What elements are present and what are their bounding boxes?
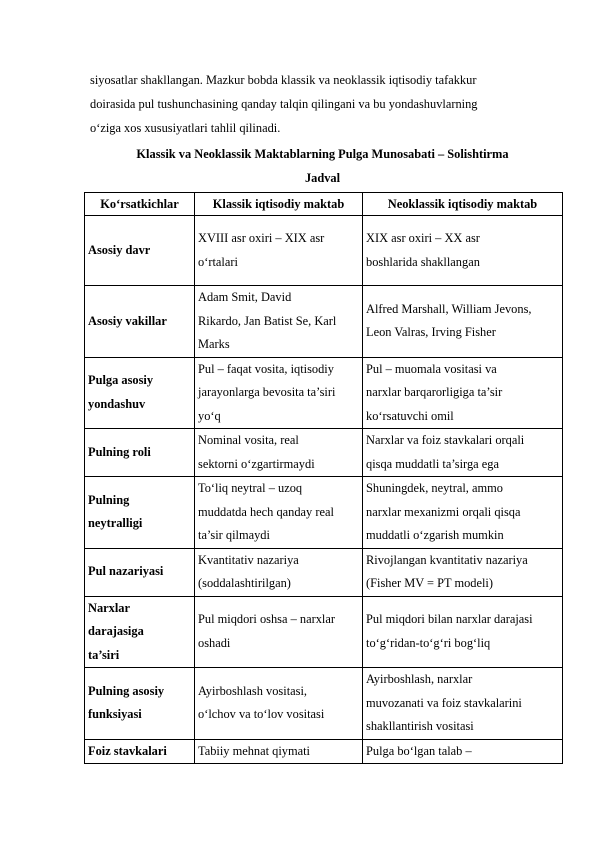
cell-text-line: sektorni o‘zgartirmaydi	[198, 456, 315, 471]
table-row	[85, 596, 563, 668]
classic-cell	[195, 668, 363, 740]
row-indicator-cell	[85, 596, 195, 668]
cell-text-line: o‘lchov va to‘lov vositasi	[198, 707, 325, 722]
cell-text-line: Pul miqdori bilan narxlar darajasi	[366, 612, 533, 627]
header-indicators: Ko‘rsatkichlar	[85, 193, 195, 216]
cell-text-line: funksiyasi	[88, 707, 142, 722]
neoclassic-cell	[363, 477, 563, 549]
cell-text-line: Pul miqdori oshsa – narxlar	[198, 612, 335, 627]
intro-line: siyosatlar shakllangan. Mazkur bobda klassik va neoklassik iqtisodiy tafakkur	[90, 73, 477, 87]
cell-text-line: narxlar mexanizmi orqali qisqa	[366, 504, 521, 519]
table-row	[85, 477, 563, 549]
cell-text-line: to‘g‘ridan-to‘g‘ri bog‘liq	[366, 635, 491, 650]
cell-text-line: ta’sir qilmaydi	[198, 528, 270, 542]
cell-text-line: Shuningdek, neytral, ammo	[366, 481, 503, 495]
cell-text-line: XVIII asr oxiri – XIX asr	[198, 231, 325, 245]
cell-text-line: Leon Valras, Irving Fisher	[366, 325, 496, 340]
row-indicator-cell	[85, 548, 195, 596]
table-title	[84, 142, 561, 190]
header-neoclassic: Neoklassik iqtisodiy maktab	[363, 193, 563, 216]
neoclassic-cell	[363, 216, 563, 286]
cell-text-line: narxlar barqarorligiga ta’sir	[366, 385, 503, 399]
classic-cell	[195, 216, 363, 286]
table-title-line: Jadval	[304, 171, 341, 185]
header-classic: Klassik iqtisodiy maktab	[195, 193, 363, 216]
cell-text-line: muvozanati va foiz stavkalarini	[366, 695, 522, 710]
cell-text-line: yondashuv	[88, 396, 146, 411]
cell-text-line: qisqa muddatli ta’sirga ega	[366, 456, 499, 471]
neoclassic-cell	[363, 668, 563, 740]
classic-cell	[195, 596, 363, 668]
intro-line: doirasida pul tushunchasining qanday talqin qilingani va bu yondashuvlarning	[90, 97, 478, 111]
row-indicator-cell	[85, 357, 195, 429]
cell-text-line: o‘rtalari	[198, 254, 238, 269]
table-row	[85, 548, 563, 596]
cell-text-line: Pulning roli	[88, 444, 151, 459]
row-indicator-cell	[85, 739, 195, 764]
neoclassic-cell	[363, 286, 563, 358]
cell-text-line: Marks	[198, 337, 230, 351]
classic-cell	[195, 477, 363, 549]
intro-paragraph	[90, 68, 542, 140]
cell-text-line: Nominal vosita, real	[198, 433, 299, 447]
table-row	[85, 357, 563, 429]
cell-text-line: muddatli o‘zgarish mumkin	[366, 528, 504, 542]
cell-text-line: Pulga bo‘lgan talab –	[366, 743, 472, 758]
cell-text-line: Pul nazariyasi	[88, 564, 164, 579]
cell-text-line: To‘liq neytral – uzoq	[198, 481, 303, 495]
neoclassic-cell	[363, 357, 563, 429]
cell-text-line: Ayirboshlash vositasi,	[198, 683, 307, 698]
cell-text-line: Ayirboshlash, narxlar	[366, 672, 473, 686]
cell-text-line: Rivojlangan kvantitativ nazariya	[366, 552, 528, 567]
comparison-table	[84, 192, 563, 764]
cell-text-line: Narxlar va foiz stavkalari orqali	[366, 433, 525, 447]
row-indicator-cell	[85, 477, 195, 549]
cell-text-line: Tabiiy mehnat qiymati	[198, 743, 310, 758]
cell-text-line: Pulga asosiy	[88, 373, 154, 388]
row-indicator-cell	[85, 668, 195, 740]
neoclassic-cell	[363, 739, 563, 764]
cell-text-line: (soddalashtirilgan)	[198, 576, 291, 590]
cell-text-line: Foiz stavkalari	[88, 743, 167, 758]
cell-text-line: ta’siri	[88, 647, 120, 662]
cell-text-line: Asosiy vakillar	[88, 313, 167, 328]
cell-text-line: Adam Smit, David	[198, 290, 292, 304]
cell-text-line: neytralligi	[88, 516, 143, 531]
table-row	[85, 739, 563, 764]
cell-text-line: Pul – muomala vositasi va	[366, 361, 497, 376]
table-row	[85, 286, 563, 358]
row-indicator-cell	[85, 286, 195, 358]
cell-text-line: Kvantitativ nazariya	[198, 552, 299, 567]
cell-text-line: Alfred Marshall, William Jevons,	[366, 301, 532, 316]
neoclassic-cell	[363, 548, 563, 596]
table-row	[85, 429, 563, 477]
neoclassic-cell	[363, 429, 563, 477]
cell-text-line: darajasiga	[88, 624, 144, 638]
classic-cell	[195, 739, 363, 764]
cell-text-line: Narxlar	[88, 600, 130, 615]
cell-text-line: shakllantirish vositasi	[366, 719, 474, 733]
row-indicator-cell	[85, 216, 195, 286]
intro-line: o‘ziga xos xususiyatlari tahlil qilinadi.	[90, 121, 281, 135]
cell-text-line: (Fisher MV = PT modeli)	[366, 576, 493, 590]
cell-text-line: Pulning	[88, 492, 130, 507]
table-row	[85, 668, 563, 740]
cell-text-line: boshlarida shakllangan	[366, 254, 480, 269]
cell-text-line: yo‘q	[198, 408, 221, 423]
neoclassic-cell	[363, 596, 563, 668]
classic-cell	[195, 357, 363, 429]
classic-cell	[195, 548, 363, 596]
cell-text-line: jarayonlarga bevosita ta’siri	[198, 385, 336, 399]
classic-cell	[195, 429, 363, 477]
cell-text-line: Pulning asosiy	[88, 683, 165, 698]
cell-text-line: muddatda hech qanday real	[198, 504, 334, 519]
cell-text-line: Pul – faqat vosita, iqtisodiy	[198, 361, 334, 376]
table-title-line: Klassik va Neoklassik Maktablarning Pulga Munosabati – Solishtirma	[136, 147, 509, 161]
cell-text-line: Asosiy davr	[88, 242, 151, 257]
classic-cell	[195, 286, 363, 358]
table-row	[85, 216, 563, 286]
table-header-row	[85, 193, 563, 216]
cell-text-line: Rikardo, Jan Batist Se, Karl	[198, 313, 337, 328]
cell-text-line: XIX asr oxiri – XX asr	[366, 231, 480, 245]
cell-text-line: oshadi	[198, 635, 231, 650]
row-indicator-cell	[85, 429, 195, 477]
cell-text-line: ko‘rsatuvchi omil	[366, 408, 454, 423]
